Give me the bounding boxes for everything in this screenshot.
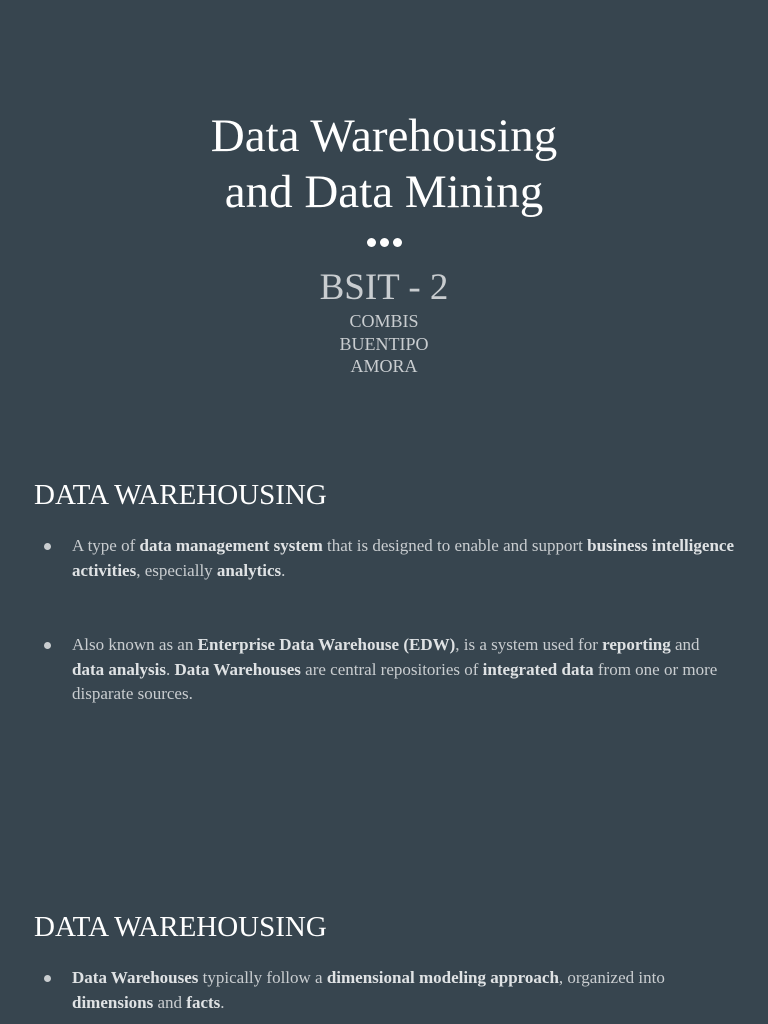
slide-subtitle: BSIT - 2	[319, 267, 449, 308]
bold-term: Data Warehouses	[72, 968, 199, 987]
bullet-item: Data Warehouses typically follow a dimensional modeling approach, organized into dimensions and facts.	[34, 966, 734, 1015]
title-slide	[0, 0, 768, 420]
content-slide-1	[34, 478, 734, 707]
bold-term: reporting	[602, 635, 671, 654]
bold-term: Enterprise Data Warehouse (EDW)	[197, 635, 456, 654]
divider-dot	[367, 238, 376, 247]
section-heading: DATA WAREHOUSING	[34, 911, 327, 943]
bullet-item: A type of data management system that is designed to enable and support business intelligence activities, especially analytics.	[34, 534, 734, 583]
bold-term: dimensions	[72, 992, 154, 1012]
bold-term: facts	[186, 992, 221, 1012]
bold-term: analytics	[216, 560, 282, 580]
bullet-item: Also known as an Enterprise Data Warehouse (EDW), is a system used for reporting and data analysis. Data Warehouses are central repositories of integrated data from one or more disparate sources.	[34, 633, 734, 707]
bold-term: data analysis	[72, 659, 166, 679]
ellipsis-divider-icon	[0, 238, 768, 247]
bold-term: Data Warehouses	[174, 659, 301, 679]
member-list	[0, 310, 768, 378]
slide-title	[0, 108, 768, 220]
section-heading: DATA WAREHOUSING	[34, 479, 327, 511]
divider-dot	[380, 238, 389, 247]
slide-title-line-2: and Data Mining	[224, 166, 544, 218]
member-name: COMBIS	[349, 311, 419, 331]
bold-term: dimensional modeling approach	[326, 968, 559, 987]
bullet-dot-icon	[44, 642, 51, 649]
bullet-dot-icon	[44, 543, 51, 550]
bold-term: business intelligence activities	[72, 536, 734, 580]
content-slide-2	[34, 910, 734, 1015]
divider-dot	[393, 238, 402, 247]
slide-title-line-1: Data Warehousing	[210, 110, 558, 162]
member-name: BUENTIPO	[339, 333, 429, 354]
member-name: AMORA	[350, 356, 418, 376]
bullet-list	[34, 966, 734, 1015]
bold-term: integrated data	[482, 659, 594, 679]
bullet-list	[34, 534, 734, 707]
bullet-dot-icon	[44, 975, 51, 982]
bold-term: data management system	[139, 536, 323, 555]
